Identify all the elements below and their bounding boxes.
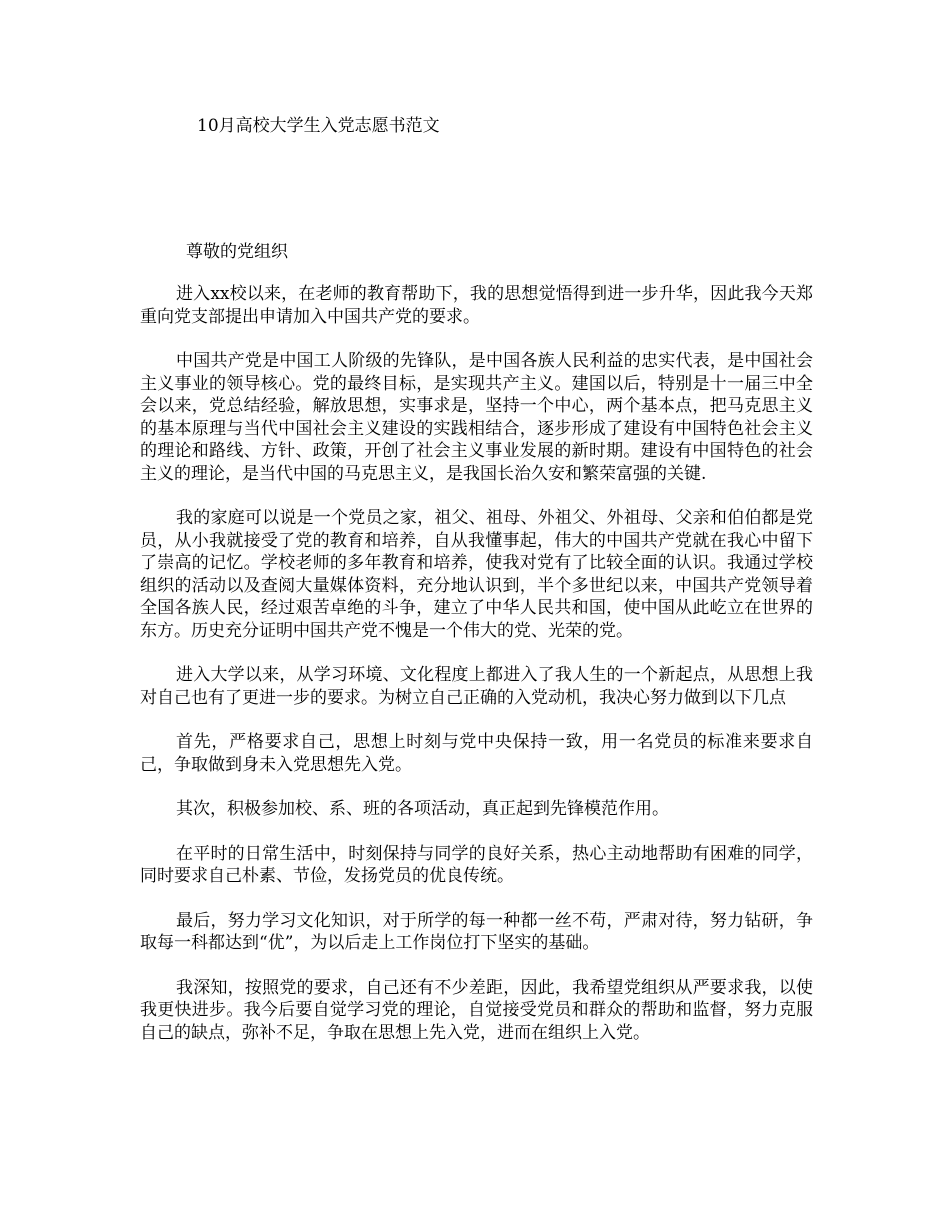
document-title: 10月高校大学生入党志愿书范文 xyxy=(197,116,440,136)
paragraph: 我深知，按照党的要求，自己还有不少差距，因此，我希望党组织从严要求我，以使我更快进步。我今后要自觉学习党的理论，自觉接受党员和群众的帮助和监督，努力克服自己的缺点，弥补不足，争取在思想上先入党，进而在组织上入党。 xyxy=(140,977,813,1043)
paragraph: 最后，努力学习文化知识，对于所学的每一种都一丝不苟，严肃对待，努力钻研，争取每一科都达到“优”，为以后走上工作岗位打下坚实的基础。 xyxy=(140,910,813,953)
paragraph: 首先，严格要求自己，思想上时刻与党中央保持一致，用一名党员的标准来要求自己，争取做到身未入党思想先入党。 xyxy=(140,732,813,775)
paragraph: 我的家庭可以说是一个党员之家，祖父、祖母、外祖父、外祖母、父亲和伯伯都是党员，从小我就接受了党的教育和培养，自从我懂事起，伟大的中国共产党就在我心中留下了崇高的记忆。学校老师的多年教育和培养，使我对党有了比较全面的认识。我通过学校组织的活动以及查阅大量媒体资料，充分地认识到，半个多世纪以来，中国共产党领导着全国各族人民，经过艰苦卓绝的斗争，建立了中华人民共和国，使中国从此屹立在世界的东方。历史充分证明中国共产党不愧是一个伟大的党、光荣的党。 xyxy=(140,508,813,641)
paragraph: 进入xx校以来，在老师的教育帮助下，我的思想觉悟得到进一步升华，因此我今天郑重向党支部提出申请加入中国共产党的要求。 xyxy=(140,284,813,327)
paragraph: 进入大学以来，从学习环境、文化程度上都进入了我人生的一个新起点，从思想上我对自己也有了更进一步的要求。为树立自己正确的入党动机，我决心努力做到以下几点 xyxy=(140,665,813,708)
salutation: 尊敬的党组织 xyxy=(186,242,288,262)
document-body xyxy=(140,283,813,1066)
paragraph: 中国共产党是中国工人阶级的先锋队，是中国各族人民利益的忠实代表，是中国社会主义事业的领导核心。党的最终目标，是实现共产主义。建国以后，特别是十一届三中全会以来，党总结经验，解放思想，实事求是，坚持一个中心，两个基本点，把马克思主义的基本原理与当代中国社会主义建设的实践相结合，逐步形成了建设有中国特色社会主义的理论和路线、方针、政策，开创了社会主义事业发展的新时期。建设有中国特色的社会主义的理论，是当代中国的马克思主义，是我国长治久安和繁荣富强的关键. xyxy=(140,351,813,484)
paragraph: 在平时的日常生活中，时刻保持与同学的良好关系，热心主动地帮助有困难的同学，同时要求自己朴素、节俭，发扬党员的优良传统。 xyxy=(140,843,813,886)
paragraph: 其次，积极参加校、系、班的各项活动，真正起到先锋模范作用。 xyxy=(176,799,669,819)
